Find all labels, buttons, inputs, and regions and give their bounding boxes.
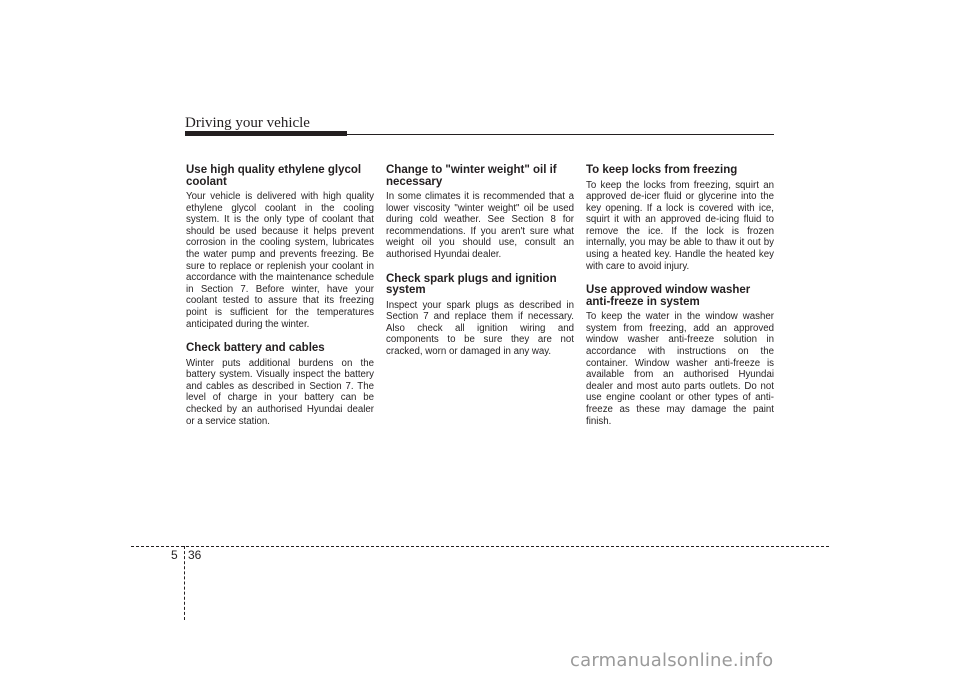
section-body: Your vehicle is delivered with high quality ethylene glycol coolant in the cooling system. It is the only type of coolant that should be used because it helps prevent corrosion in the cooling system, lubricates the water pump and prevents freezing. Be sure to replace or replenish your coolant in accordance with the maintenance schedule in Section 7. Before winter, have your coolant tested to assure that its freezing point is sufficient for the temperatures anticipated during the winter. bbox=[186, 191, 374, 330]
section-battery bbox=[186, 343, 374, 427]
page-header-title: Driving your vehicle bbox=[185, 115, 310, 131]
section-coolant bbox=[186, 165, 374, 330]
section-body: Inspect your spark plugs as described in Section 7 and replace them if necessary. Also check all ignition wiring and components to be sure they are not cracked, worn or damaged in any way. bbox=[386, 299, 574, 357]
footer-vertical-divider bbox=[184, 546, 185, 620]
section-winter-oil bbox=[386, 165, 574, 261]
page-number: 36 bbox=[188, 548, 202, 562]
header-rule bbox=[347, 134, 774, 135]
header-bar bbox=[185, 131, 347, 136]
chapter-number: 5 bbox=[171, 548, 178, 562]
footer-divider bbox=[131, 546, 829, 547]
watermark: carmanualsonline.info bbox=[570, 650, 774, 671]
column-3 bbox=[586, 165, 774, 440]
section-heading: Check battery and cables bbox=[186, 342, 325, 355]
column-2 bbox=[386, 165, 574, 371]
section-heading: To keep locks from freezing bbox=[586, 164, 738, 176]
section-spark-plugs bbox=[386, 274, 574, 358]
section-body: To keep the locks from freezing, squirt an approved de-icer fluid or glycerine into the key opening. If a lock is covered with ice, squirt it with an approved de-icing fluid to remove the ice. If the lock is frozen internally, you may be able to thaw it out by using a heated key. Handle the heated key with care to avoid injury. bbox=[586, 179, 774, 272]
section-body: Winter puts additional burdens on the battery system. Visually inspect the battery and cables as described in Section 7. The level of charge in your battery can be checked by an authorised Hyundai dealer or a service station. bbox=[186, 357, 374, 427]
column-1 bbox=[186, 165, 374, 440]
section-locks bbox=[586, 165, 774, 272]
section-heading: Use high quality ethylene glycol coolant bbox=[186, 164, 362, 188]
section-heading: Check spark plugs and ignition system bbox=[386, 272, 557, 297]
section-body: In some climates it is recommended that a lower viscosity "winter weight" oil be used during cold weather. See Section 8 for recommendations. If you aren't sure what weight oil you should use, consult an authorised Hyundai dealer. bbox=[386, 191, 574, 260]
section-body: To keep the water in the window washer system from freezing, add an approved window washer anti-freeze solution in accordance with instructions on the container. Window washer anti-freeze is available from an authorised Hyundai dealer and most auto parts outlets. Do not use engine coolant or other types of anti-freeze as these may damage the paint finish. bbox=[586, 311, 774, 427]
section-washer bbox=[586, 285, 774, 427]
section-heading: Change to "winter weight" oil if necessary bbox=[386, 164, 557, 188]
section-heading: Use approved window washer anti-freeze in system bbox=[586, 284, 751, 308]
